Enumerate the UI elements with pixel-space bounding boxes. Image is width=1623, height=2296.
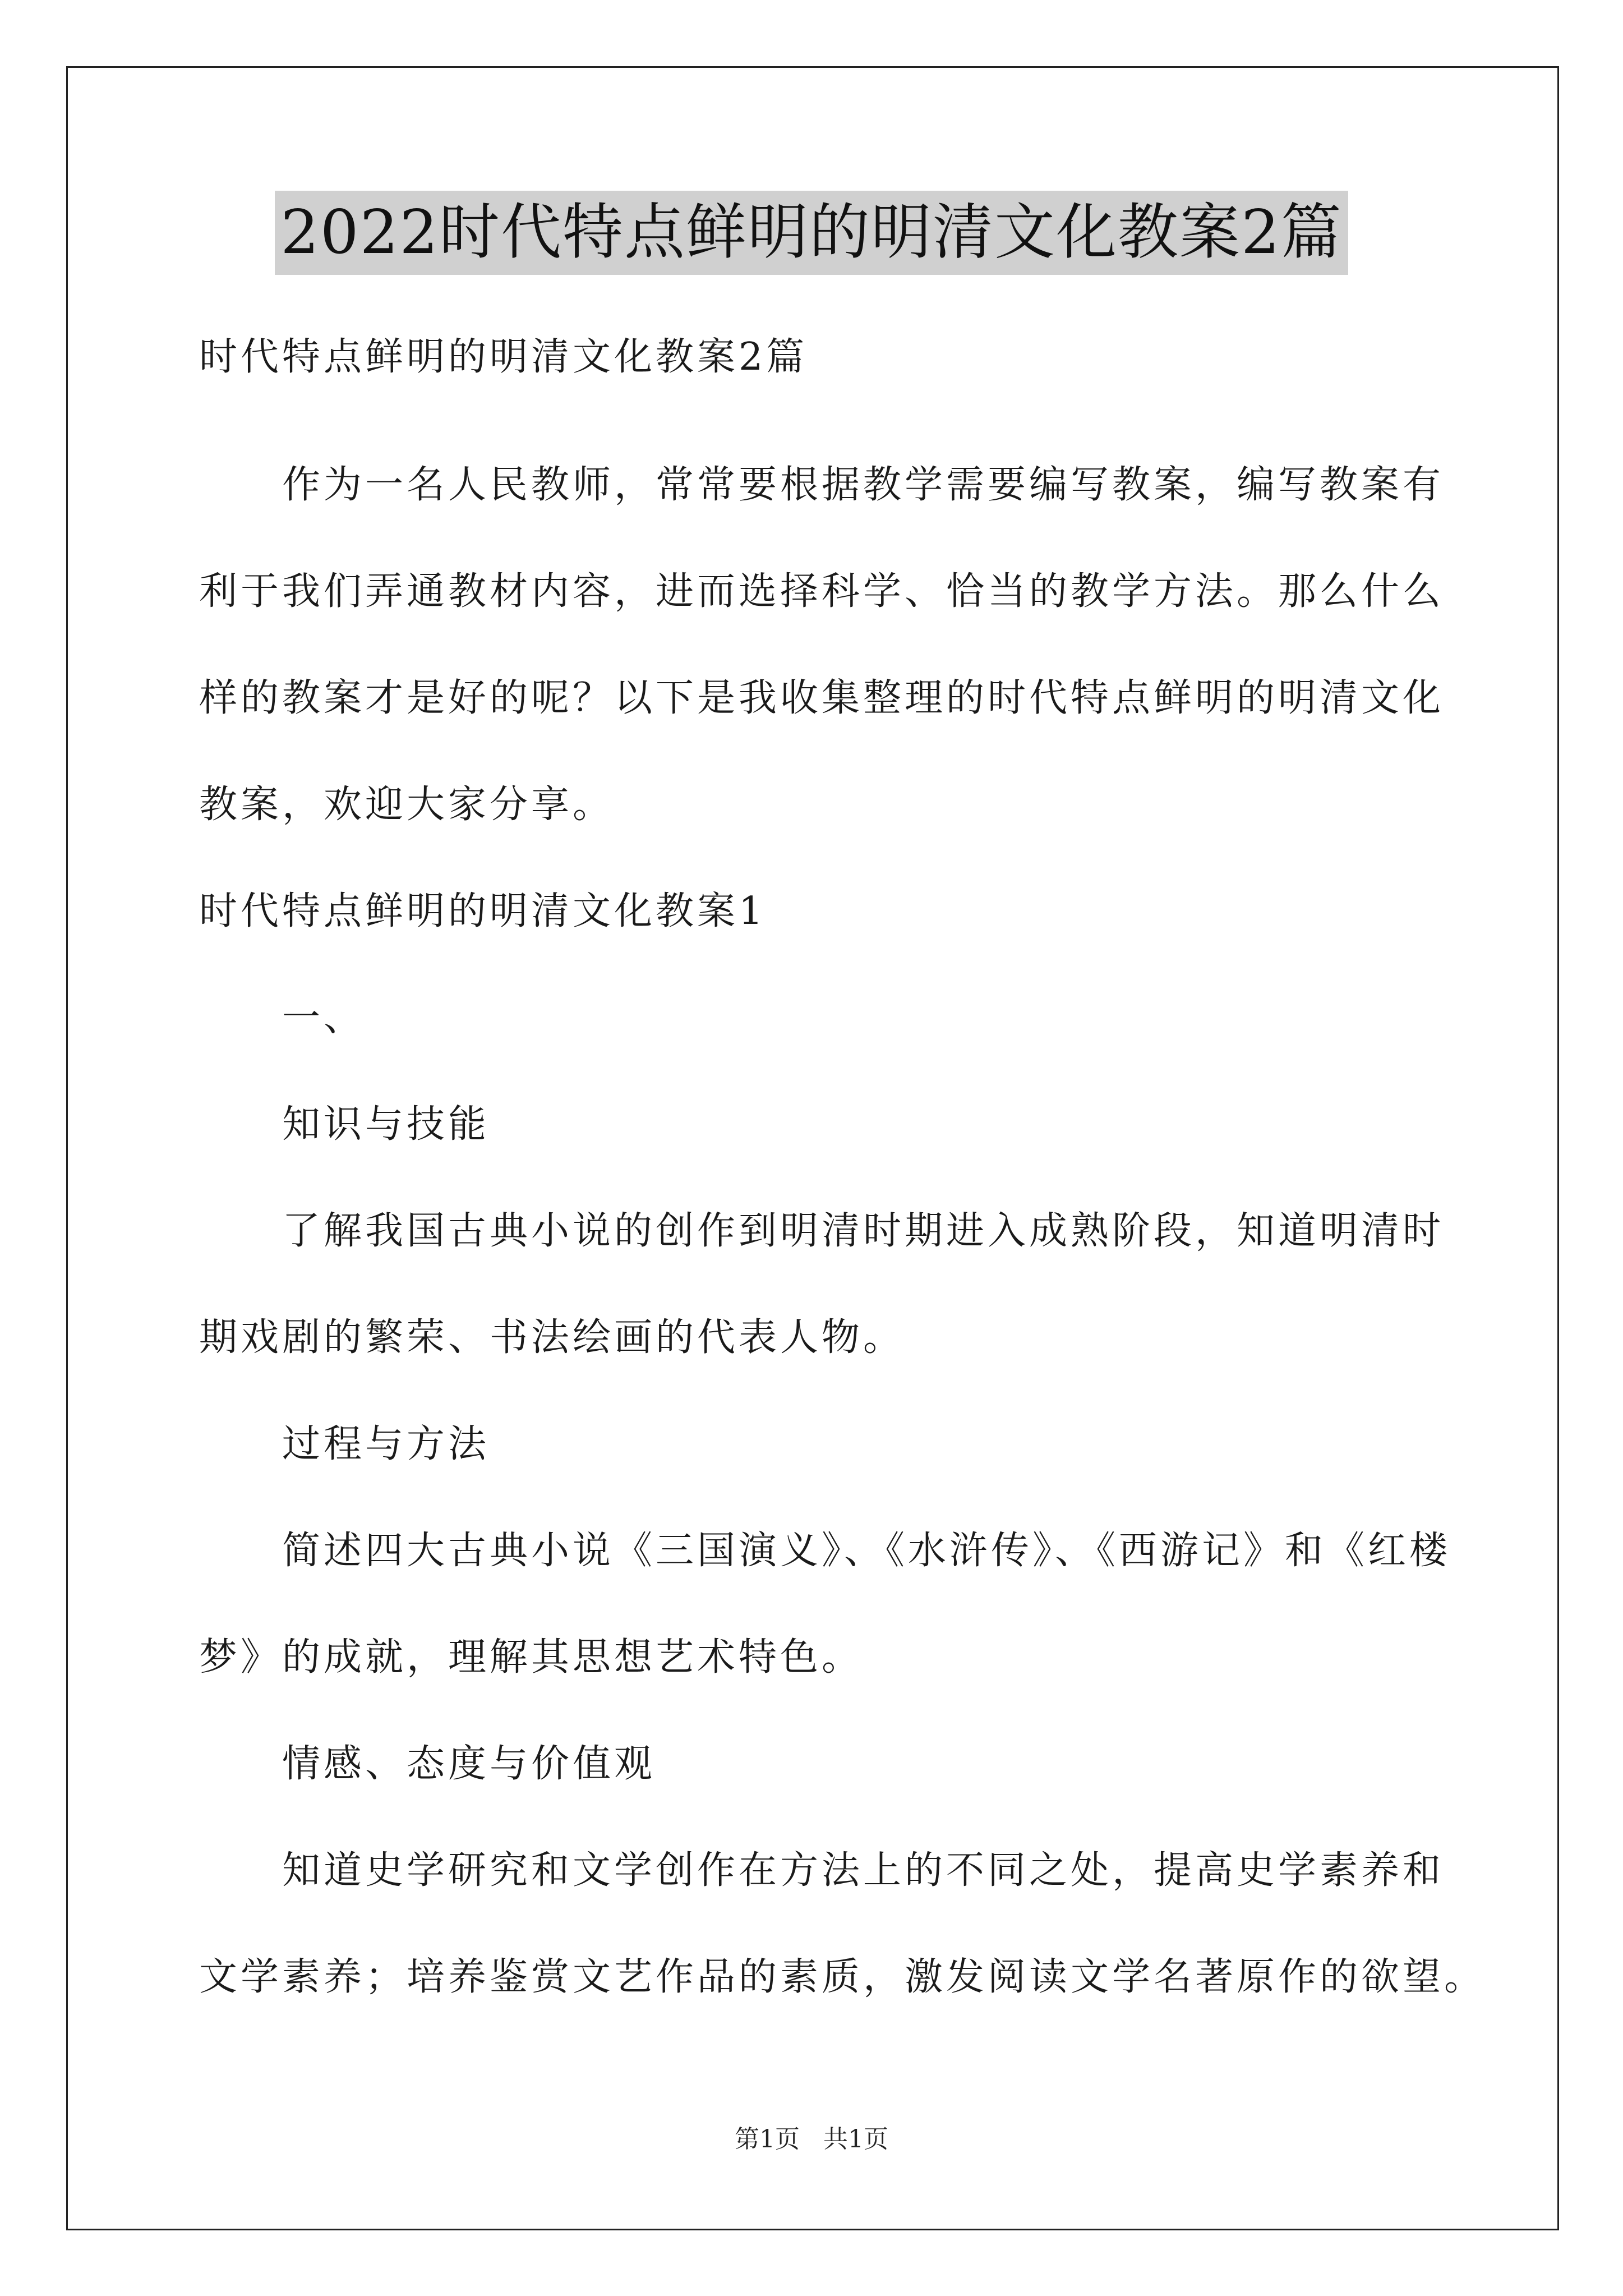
subtitle-line: 时代特点鲜明的明清文化教案2篇	[199, 335, 808, 379]
paragraph-line: 知道史学研究和文学创作在方法上的不同之处，提高史学素养和	[282, 1848, 1445, 1893]
title-container	[0, 191, 1623, 275]
paragraph-line: 梦》的成就，理解其思想艺术特色。	[199, 1635, 864, 1680]
paragraph-line: 利于我们弄通教材内容，进而选择科学、恰当的教学方法。那么什么	[199, 569, 1445, 614]
paragraph-line: 简述四大古典小说《三国演义》、《水浒传》、《西游记》和《红楼	[282, 1529, 1451, 1573]
page-footer	[0, 2123, 1623, 2156]
paragraph-line: 文学素养；培养鉴赏文艺作品的素质，激发阅读文学名著原作的欲望。	[199, 1955, 1486, 1999]
document-title: 2022时代特点鲜明的明清文化教案2篇	[275, 191, 1348, 275]
page-number: 第1页	[735, 2125, 800, 2154]
subsection-heading: 情感、态度与价值观	[282, 1742, 656, 1786]
paragraph-line: 作为一名人民教师，常常要根据教学需要编写教案，编写教案有	[282, 463, 1445, 507]
section-number: 一、	[282, 996, 366, 1040]
subsection-heading: 知识与技能	[282, 1102, 490, 1147]
paragraph-line: 期戏剧的繁荣、书法绘画的代表人物。	[199, 1315, 905, 1360]
paragraph-line: 样的教案才是好的呢？以下是我收集整理的时代特点鲜明的明清文化	[199, 676, 1445, 720]
paragraph-line: 教案，欢迎大家分享。	[199, 783, 615, 827]
paragraph-line: 了解我国古典小说的创作到明清时期进入成熟阶段，知道明清时	[282, 1209, 1445, 1253]
subsection-heading: 过程与方法	[282, 1422, 490, 1466]
section-heading: 时代特点鲜明的明清文化教案1	[199, 889, 767, 933]
page-total: 共1页	[823, 2125, 888, 2154]
